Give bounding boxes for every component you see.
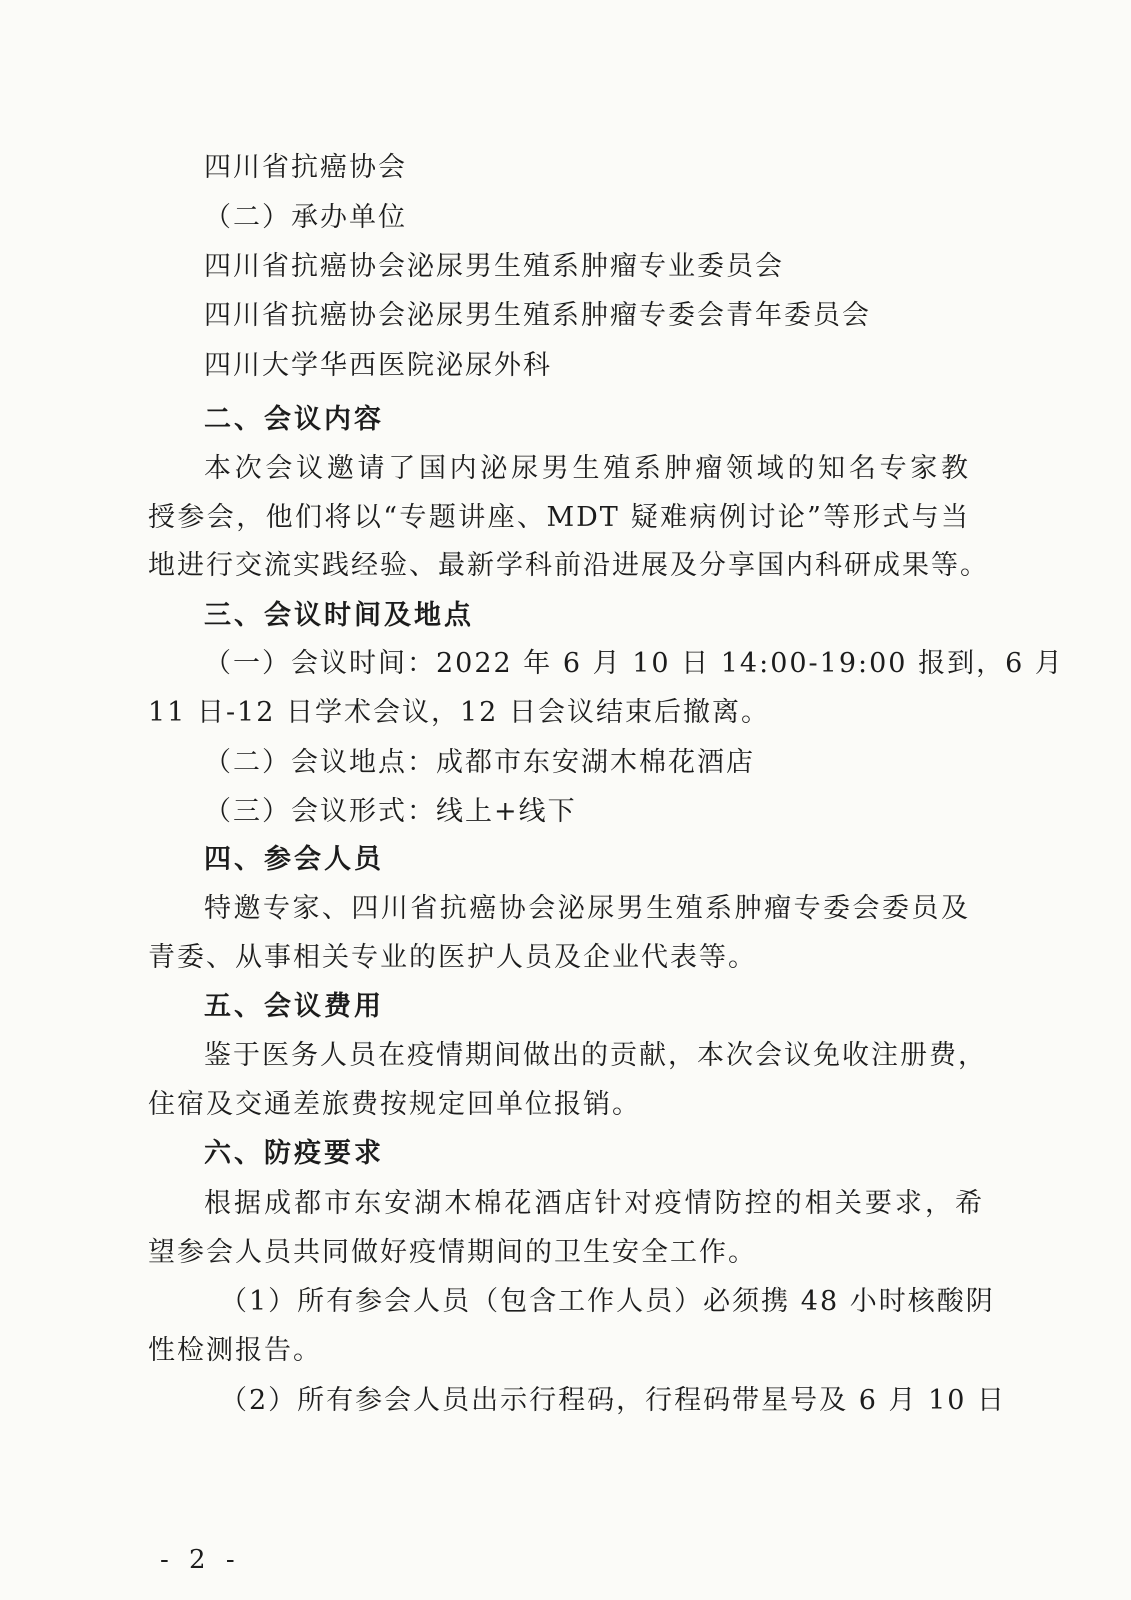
co-organizer-3: 四川大学华西医院泌尿外科	[204, 350, 552, 381]
content-paragraph-line-1: 本次会议邀请了国内泌尿男生殖系肿瘤领域的知名专家教	[204, 453, 970, 484]
fees-line-1: 鉴于医务人员在疫情期间做出的贡献，本次会议免收注册费，	[204, 1040, 987, 1071]
section-heading-attendees: 四、参会人员	[204, 844, 384, 875]
meeting-location: （二）会议地点：成都市东安湖木棉花酒店	[204, 747, 755, 778]
epidemic-item-1-line-2: 性检测报告。	[148, 1335, 322, 1366]
co-organizer-1: 四川省抗癌协会泌尿男生殖系肿瘤专业委员会	[204, 251, 784, 282]
content-paragraph-line-3: 地进行交流实践经验、最新学科前沿进展及分享国内科研成果等。	[148, 550, 989, 581]
epidemic-line-1: 根据成都市东安湖木棉花酒店针对疫情防控的相关要求，希	[204, 1188, 984, 1219]
attendees-line-1: 特邀专家、四川省抗癌协会泌尿男生殖系肿瘤专委会委员及	[204, 893, 970, 924]
organizer-name: 四川省抗癌协会	[204, 152, 407, 183]
meeting-time-line-1: （一）会议时间：2022 年 6 月 10 日 14:00-19:00 报到，6 月	[204, 648, 1064, 679]
section-heading-epidemic: 六、防疫要求	[204, 1138, 384, 1169]
meeting-format: （三）会议形式：线上+线下	[204, 796, 577, 827]
attendees-line-2: 青委、从事相关专业的医护人员及企业代表等。	[148, 942, 757, 973]
co-organizer-subheading: （二）承办单位	[204, 202, 407, 233]
page-number: - 2 -	[160, 1545, 241, 1575]
section-heading-time-place: 三、会议时间及地点	[204, 600, 474, 631]
fees-line-2: 住宿及交通差旅费按规定回单位报销。	[148, 1089, 641, 1120]
co-organizer-2: 四川省抗癌协会泌尿男生殖系肿瘤专委会青年委员会	[204, 300, 871, 331]
meeting-time-line-2: 11 日-12 日学术会议，12 日会议结束后撤离。	[148, 697, 770, 728]
epidemic-item-2-line-1: （2）所有参会人员出示行程码，行程码带星号及 6 月 10 日	[220, 1385, 1007, 1416]
epidemic-line-2: 望参会人员共同做好疫情期间的卫生安全工作。	[148, 1237, 757, 1268]
section-heading-fees: 五、会议费用	[204, 991, 384, 1022]
content-paragraph-line-2: 授参会，他们将以“专题讲座、MDT 疑难病例讨论”等形式与当	[148, 502, 970, 533]
epidemic-item-1-line-1: （1）所有参会人员（包含工作人员）必须携 48 小时核酸阴	[220, 1286, 995, 1317]
section-heading-content: 二、会议内容	[204, 404, 384, 435]
